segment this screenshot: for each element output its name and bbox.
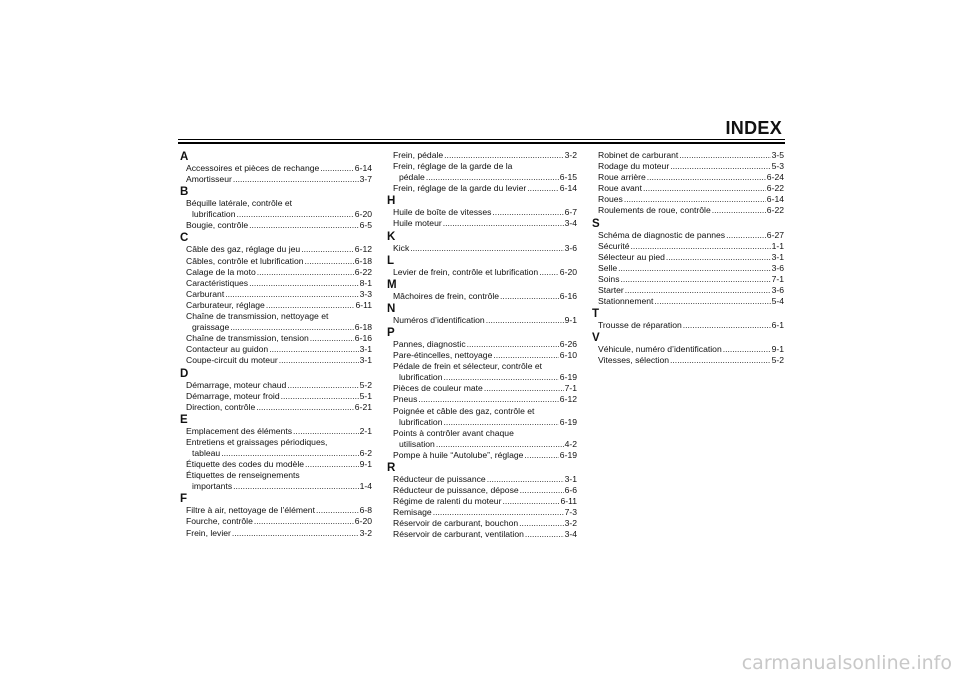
dot-leader — [225, 289, 358, 300]
dot-leader — [433, 507, 564, 518]
dot-leader — [316, 505, 359, 516]
index-entry-page: 6-22 — [354, 266, 372, 277]
index-entry-page: 6-14 — [559, 183, 577, 194]
index-entry-page: 6-1 — [771, 320, 784, 331]
index-entry-label-line: Béquille latérale, contrôle et — [186, 198, 293, 209]
index-entry-page: 1-4 — [359, 481, 372, 492]
index-entry-page: 3-1 — [564, 473, 577, 484]
index-entry — [387, 218, 577, 229]
index-entry-page: 3-1 — [771, 251, 784, 262]
index-entry-label: graissage — [192, 322, 230, 333]
index-entry-page: 5-3 — [771, 161, 784, 172]
dot-leader — [527, 183, 559, 194]
index-entry-label: Schéma de diagnostic de pannes — [598, 229, 726, 240]
index-entry — [387, 474, 577, 485]
index-entry — [592, 161, 784, 172]
index-entry-label: utilisation — [399, 438, 435, 449]
index-entry — [387, 372, 577, 383]
dot-leader — [236, 209, 353, 220]
index-entry-page: 4-2 — [564, 438, 577, 449]
dot-leader — [287, 380, 358, 391]
dot-leader — [410, 243, 563, 254]
dot-leader — [484, 383, 564, 394]
index-entry-page: 6-18 — [354, 322, 372, 333]
dot-leader — [723, 344, 771, 355]
dot-leader — [624, 194, 766, 205]
dot-leader — [310, 333, 354, 344]
index-entry — [180, 344, 372, 355]
index-entry-page: 6-12 — [354, 244, 372, 255]
dot-leader — [230, 322, 354, 333]
index-entry — [180, 300, 372, 311]
dot-leader — [443, 218, 564, 229]
index-entry — [387, 507, 577, 518]
dot-leader — [524, 450, 558, 461]
index-entry-label-line: Pédale de frein et sélecteur, contrôle et — [393, 361, 543, 372]
index-entry — [387, 394, 577, 405]
index-entry-label: Contacteur au guidon — [186, 344, 269, 355]
index-letter-heading: L — [387, 254, 395, 267]
index-entry-label: Caractéristiques — [186, 277, 249, 288]
dot-leader — [625, 285, 771, 296]
index-entry-label-line: Poignée et câble des gaz, contrôle et — [393, 405, 535, 416]
index-entry-label: Trousse de réparation — [598, 320, 682, 331]
dot-leader — [443, 372, 558, 383]
index-entry-page: 5-4 — [771, 296, 784, 307]
index-entry-label: Huile moteur — [393, 218, 442, 229]
index-entry-label: Sélecteur au pied — [598, 251, 665, 262]
index-letter-heading: V — [592, 332, 600, 345]
index-entry-page: 3-6 — [771, 285, 784, 296]
dot-leader — [221, 448, 358, 459]
index-entry-page: 6-19 — [559, 372, 577, 383]
index-column-3 — [592, 150, 784, 367]
dot-leader — [232, 528, 359, 539]
index-entry — [592, 183, 784, 194]
index-entry — [180, 333, 372, 344]
index-entry-label: Bougie, contrôle — [186, 220, 249, 231]
index-letter-heading: P — [387, 326, 395, 339]
index-entry-label: lubrification — [192, 209, 236, 220]
index-entry-page: 6-19 — [559, 416, 577, 427]
watermark: carmanualsonline.info — [741, 652, 952, 674]
index-letter-heading: A — [180, 151, 189, 163]
index-entry — [180, 209, 372, 220]
index-entry-label: Câbles, contrôle et lubrification — [186, 255, 304, 266]
dot-leader — [631, 241, 771, 252]
index-entry-label: pédale — [399, 172, 425, 183]
index-entry-label: Sécurité — [598, 240, 630, 251]
index-entry-label: Réducteur de puissance — [393, 473, 486, 484]
index-entry — [387, 350, 577, 361]
dot-leader — [257, 267, 354, 278]
index-entry-page: 6-21 — [354, 401, 372, 412]
dot-leader — [666, 252, 771, 263]
index-entry-label: Roues — [598, 194, 623, 205]
index-entry-page: 6-12 — [559, 394, 577, 405]
dot-leader — [256, 402, 354, 413]
index-entry-label: Roulements de roue, contrôle — [598, 205, 711, 216]
index-entry-label: Carburateur, réglage — [186, 299, 265, 310]
dot-leader — [436, 439, 564, 450]
index-entry — [387, 207, 577, 218]
dot-leader — [426, 172, 559, 183]
index-entry-label: Frein, levier — [186, 527, 231, 538]
index-entry-page: 5-1 — [359, 390, 372, 401]
index-entry — [180, 481, 372, 492]
index-entry-label-line: Frein, réglage de la garde de la — [393, 161, 513, 172]
index-entry-page: 6-11 — [560, 496, 577, 507]
index-entry-label: Réservoir de carburant, bouchon — [393, 518, 519, 529]
index-entry — [592, 296, 784, 307]
index-entry-label: Pneus — [393, 394, 418, 405]
index-entry-label: Réducteur de puissance, dépose — [393, 485, 519, 496]
index-entry-page: 6-5 — [359, 220, 372, 231]
dot-leader — [683, 320, 771, 331]
index-letter-heading: C — [180, 232, 189, 245]
index-entry — [387, 417, 577, 428]
index-column-1 — [180, 150, 372, 539]
index-entry-label: Soins — [598, 273, 620, 284]
dot-leader — [305, 256, 354, 267]
index-entry — [180, 267, 372, 278]
index-entry-label: Stationnement — [598, 296, 654, 307]
index-entry-label: lubrification — [399, 416, 443, 427]
index-column-2 — [387, 150, 577, 541]
index-entry-page: 3-3 — [359, 288, 372, 299]
index-entry — [387, 291, 577, 302]
index-entry — [180, 220, 372, 231]
index-entry-page: 6-15 — [559, 172, 577, 183]
index-entry — [180, 459, 372, 470]
index-entry-label: Étiquette des codes du modèle — [186, 459, 305, 470]
dot-leader — [443, 417, 558, 428]
index-entry — [592, 355, 784, 366]
dot-leader — [254, 516, 354, 527]
dot-leader — [670, 355, 771, 366]
index-entry — [180, 355, 372, 366]
index-entry — [180, 278, 372, 289]
index-entry-label: Pannes, diagnostic — [393, 338, 466, 349]
index-entry — [592, 241, 784, 252]
index-entry-page: 6-11 — [355, 299, 372, 310]
dot-leader — [233, 481, 358, 492]
index-entry-page: 3-6 — [771, 262, 784, 273]
index-entry — [387, 383, 577, 394]
index-entry — [180, 380, 372, 391]
index-entry-label: Pompe à huile “Autolube”, réglage — [393, 449, 524, 460]
index-letter-heading: H — [387, 195, 396, 208]
dot-leader — [502, 496, 559, 507]
index-entry — [592, 230, 784, 241]
index-entry-page: 6-19 — [559, 449, 577, 460]
index-entry-page: 6-16 — [354, 333, 372, 344]
index-entry — [180, 174, 372, 185]
index-entry-label: Chaîne de transmission, tension — [186, 333, 309, 344]
index-entry-label: Pièces de couleur mate — [393, 383, 483, 394]
dot-leader — [444, 150, 563, 161]
index-entry — [180, 244, 372, 255]
index-entry — [592, 263, 784, 274]
index-letter-heading: S — [592, 217, 600, 230]
index-entry-page: 6-14 — [354, 163, 372, 173]
index-entry — [180, 505, 372, 516]
dot-leader — [712, 205, 766, 216]
dot-leader — [293, 426, 359, 437]
dot-leader — [679, 150, 770, 161]
dot-leader — [301, 244, 354, 255]
index-entry-label: Huile de boîte de vitesses — [393, 207, 492, 218]
index-entry-label: Robinet de carburant — [598, 150, 679, 160]
index-entry-label: Démarrage, moteur chaud — [186, 379, 287, 390]
index-entry — [387, 485, 577, 496]
index-entry-label: Kick — [393, 242, 410, 253]
index-letter-heading: D — [180, 367, 189, 380]
index-letter-heading: E — [180, 413, 188, 426]
index-entry — [387, 339, 577, 350]
index-entry — [180, 402, 372, 413]
index-entry — [387, 243, 577, 254]
dot-leader — [249, 220, 358, 231]
index-entry — [592, 205, 784, 216]
index-entry — [592, 320, 784, 331]
index-entry-label-line: Points à contrôler avant chaque — [393, 427, 514, 438]
index-entry-page: 3-1 — [359, 355, 372, 366]
index-entry-label: Calage de la moto — [186, 266, 256, 277]
index-entry — [180, 528, 372, 539]
index-entry-label: Amortisseur — [186, 174, 232, 185]
index-entry-page: 3-7 — [359, 174, 372, 185]
index-entry-label: Emplacement des éléments — [186, 425, 293, 436]
index-entry-page: 6-6 — [564, 485, 577, 496]
index-entry-label: Mâchoires de frein, contrôle — [393, 290, 500, 301]
index-entry-page: 6-20 — [354, 209, 372, 220]
index-entry-label: Carburant — [186, 288, 225, 299]
index-entry-page: 9-1 — [771, 344, 784, 355]
index-entry-page: 3-2 — [359, 527, 372, 538]
index-entry-label: Roue arrière — [598, 172, 646, 183]
index-entry-label: Pare-étincelles, nettoyage — [393, 350, 493, 361]
index-entry-page: 6-14 — [766, 194, 784, 205]
index-entry-page: 8-1 — [359, 277, 372, 288]
index-entry — [592, 274, 784, 285]
index-entry-label: tableau — [192, 447, 221, 458]
index-letter-heading: T — [592, 308, 600, 321]
index-entry-label: Frein, réglage de la garde du levier — [393, 183, 527, 194]
index-entry-label: Starter — [598, 285, 624, 296]
index-entry-label: Direction, contrôle — [186, 401, 256, 412]
index-entry-page: 6-10 — [559, 350, 577, 361]
index-entry-page: 3-5 — [771, 150, 784, 160]
index-entry-page: 7-1 — [771, 273, 784, 284]
dot-leader — [279, 355, 359, 366]
index-entry — [180, 426, 372, 437]
index-entry — [387, 496, 577, 507]
dot-leader — [621, 274, 771, 285]
index-entry-label: Câble des gaz, réglage du jeu — [186, 244, 301, 255]
index-entry-label: Frein, pédale — [393, 150, 444, 160]
index-entry-page: 6-22 — [766, 205, 784, 216]
index-entry-page: 6-16 — [559, 290, 577, 301]
index-entry-page: 6-18 — [354, 255, 372, 266]
dot-leader — [266, 300, 355, 311]
title-rule-thick — [178, 142, 785, 144]
dot-leader — [486, 315, 564, 326]
index-entry-page: 6-7 — [564, 207, 577, 218]
index-entry-page: 3-4 — [564, 529, 577, 540]
index-letter-heading: M — [387, 278, 397, 291]
index-entry-page: 1-1 — [771, 240, 784, 251]
page-title: INDEX — [725, 118, 782, 138]
index-entry-page: 7-3 — [564, 507, 577, 518]
index-entry-page: 9-1 — [564, 314, 577, 325]
index-entry-label: Rodage du moteur — [598, 161, 670, 172]
index-entry — [180, 289, 372, 300]
index-entry — [180, 391, 372, 402]
index-entry — [387, 172, 577, 183]
dot-leader — [493, 350, 558, 361]
dot-leader — [519, 518, 563, 529]
index-entry — [180, 256, 372, 267]
dot-leader — [418, 394, 558, 405]
index-entry-page: 2-1 — [359, 425, 372, 436]
index-entry-label: Vitesses, sélection — [598, 355, 670, 366]
index-entry-label: Selle — [598, 262, 618, 273]
index-entry-page: 6-20 — [559, 266, 577, 277]
dot-leader — [647, 172, 766, 183]
index-entry — [387, 439, 577, 450]
dot-leader — [492, 207, 563, 218]
dot-leader — [249, 278, 358, 289]
index-entry-label: Réservoir de carburant, ventilation — [393, 529, 524, 540]
index-entry-label: Démarrage, moteur froid — [186, 390, 280, 401]
index-entry-label: Véhicule, numéro d’identification — [598, 344, 722, 355]
index-entry — [592, 194, 784, 205]
index-entry-label: Régime de ralenti du moteur — [393, 496, 502, 507]
dot-leader — [654, 296, 770, 307]
index-entry-label: Filtre à air, nettoyage de l’élément — [186, 505, 315, 516]
index-entry-label: Roue avant — [598, 183, 642, 194]
dot-leader — [269, 344, 358, 355]
index-entry — [387, 315, 577, 326]
index-entry-page: 6-27 — [766, 229, 784, 240]
index-entry-page: 6-24 — [766, 172, 784, 183]
index-letter-heading: F — [180, 493, 188, 506]
index-letter-heading: N — [387, 302, 396, 315]
index-entry-label-line: Étiquettes de renseignements — [186, 470, 300, 481]
dot-leader — [670, 161, 770, 172]
dot-leader — [539, 267, 559, 278]
index-letter-heading: B — [180, 186, 189, 199]
index-entry — [387, 150, 577, 161]
dot-leader — [233, 174, 359, 185]
dot-leader — [320, 163, 354, 174]
index-entry-page: 6-22 — [766, 183, 784, 194]
index-entry — [387, 267, 577, 278]
dot-leader — [500, 291, 559, 302]
index-entry-label: Accessoires et pièces de rechange — [186, 163, 320, 173]
index-entry-label-line: Entretiens et graissages périodiques, — [186, 436, 328, 447]
index-entry-page: 6-8 — [359, 505, 372, 516]
index-entry — [387, 518, 577, 529]
index-entry-page: 3-4 — [564, 218, 577, 229]
dot-leader — [305, 459, 359, 470]
index-entry-label-line: Chaîne de transmission, nettoyage et — [186, 311, 329, 322]
dot-leader — [281, 391, 359, 402]
index-entry-page: 3-6 — [564, 242, 577, 253]
index-entry-label: lubrification — [399, 372, 443, 383]
index-entry — [180, 163, 372, 174]
index-entry-page: 3-1 — [359, 344, 372, 355]
index-entry — [180, 516, 372, 527]
index-entry — [592, 172, 784, 183]
dot-leader — [467, 339, 559, 350]
index-entry-label: Numéros d’identification — [393, 314, 485, 325]
index-entry-page: 7-1 — [564, 383, 577, 394]
dot-leader — [487, 474, 564, 485]
title-rule-thin — [178, 139, 785, 140]
index-entry — [387, 529, 577, 540]
index-letter-heading: K — [387, 230, 396, 243]
index-entry — [592, 344, 784, 355]
index-entry — [592, 252, 784, 263]
index-entry-page: 6-26 — [559, 338, 577, 349]
dot-leader — [525, 529, 564, 540]
index-letter-heading: R — [387, 461, 396, 474]
index-entry-label: importants — [192, 481, 233, 492]
index-entry-page: 3-2 — [564, 150, 577, 160]
index-entry-label: Coupe-circuit du moteur — [186, 355, 278, 366]
index-entry-page: 9-1 — [359, 459, 372, 470]
index-entry — [592, 150, 784, 161]
index-entry-page: 6-20 — [354, 516, 372, 527]
index-entry — [180, 322, 372, 333]
index-entry-label: Remisage — [393, 507, 432, 518]
dot-leader — [520, 485, 564, 496]
index-entry — [387, 183, 577, 194]
index-entry-label: Fourche, contrôle — [186, 516, 253, 527]
index-entry — [592, 285, 784, 296]
index-entry-page: 5-2 — [359, 379, 372, 390]
index-entry — [387, 450, 577, 461]
index-entry-page: 6-2 — [359, 447, 372, 458]
dot-leader — [618, 263, 770, 274]
dot-leader — [726, 230, 766, 241]
dot-leader — [643, 183, 766, 194]
index-entry — [180, 448, 372, 459]
index-entry-page: 3-2 — [564, 518, 577, 529]
index-entry-label: Levier de frein, contrôle et lubrification — [393, 266, 539, 277]
index-entry-page: 5-2 — [771, 355, 784, 366]
